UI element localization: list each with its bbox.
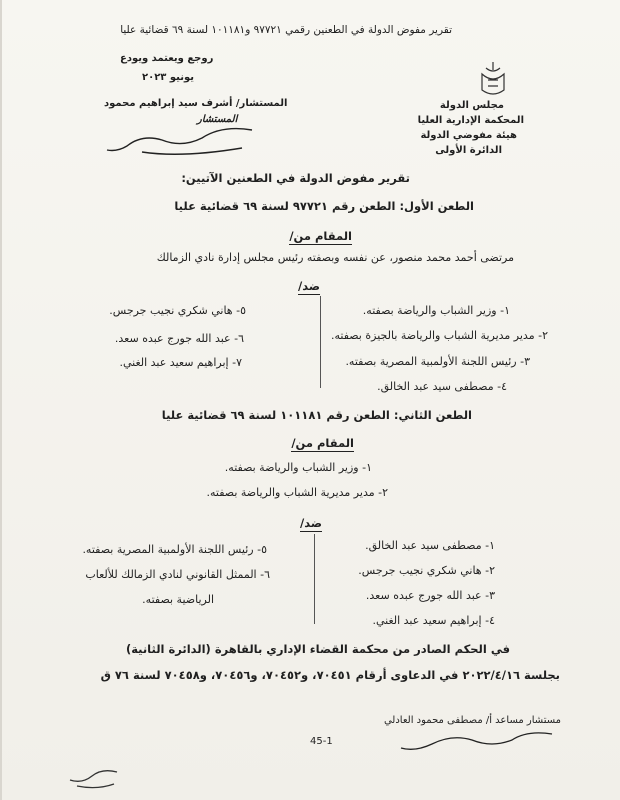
institution-line-1: مجلس الدولة bbox=[439, 100, 504, 111]
review-line: روجع ويعتمد ويودع bbox=[120, 53, 214, 64]
appeal1-respondent-1: ١- وزير الشباب والرياضة بصفته. bbox=[362, 304, 510, 317]
judgment-line-1: في الحكم الصادر من محكمة القضاء الإداري بالقاهرة (الدائرة الثانية) bbox=[125, 642, 510, 656]
signature-3 bbox=[62, 762, 122, 792]
institution-line-3: هيئة مفوضي الدولة bbox=[420, 130, 517, 141]
appeal2-appellant-2: ٢- مدير مديرية الشباب والرياضة بصفته. bbox=[206, 486, 388, 499]
appeal1-respondent-3: ٣- رئيس اللجنة الأولمبية المصرية بصفته. bbox=[345, 355, 530, 368]
appeal2-against: ضد/ bbox=[300, 516, 322, 530]
appeal1-respondent-6: ٦- عبد الله جورج عبده سعد. bbox=[114, 332, 244, 345]
appeal1-respondent-7: ٧- إبراهيم سعيد عبد الغني. bbox=[119, 356, 242, 369]
appeal1-heading: الطعن الأول: الطعن رقم ٩٧٧٢١ لسنة ٦٩ قضائية عليا bbox=[174, 199, 474, 213]
appeal2-respondent-6: ٦- الممثل القانوني لنادي الزمالك للألعاب bbox=[85, 568, 270, 581]
eagle-emblem-icon bbox=[476, 60, 510, 100]
appeal2-filed-by: المقام من/ bbox=[291, 436, 354, 450]
appeal1-against: ضد/ bbox=[298, 279, 320, 293]
appeal2-appellant-1: ١- وزير الشباب والرياضة بصفته. bbox=[224, 461, 372, 474]
appeal1-column-divider bbox=[320, 296, 321, 388]
review-date: يونيو ٢٠٢٣ bbox=[142, 72, 195, 83]
appeal1-respondent-2: ٢- مدير مديرية الشباب والرياضة بالجيزة بصفته. bbox=[330, 329, 548, 342]
report-title: تقرير مفوض الدولة في الطعنين الآتيين: bbox=[181, 171, 410, 185]
appeal1-filed-by: المقام من/ bbox=[289, 229, 352, 243]
appeal2-column-divider bbox=[314, 534, 315, 624]
page-number: 45-1 bbox=[310, 736, 333, 747]
appeal2-respondent-3: ٣- عبد الله جورج عبده سعد. bbox=[365, 589, 495, 602]
signature-title: المستشار bbox=[197, 114, 238, 125]
header-line: تقرير مفوض الدولة في الطعنين رقمي ٩٧٧٢١ و١٠١١٨١ لسنة ٦٩ قضائية عليا bbox=[120, 24, 452, 36]
appeal1-respondent-4: ٤- مصطفى سيد عبد الخالق. bbox=[377, 380, 507, 393]
appeal2-respondent-6-cont: الرياضية بصفته. bbox=[142, 593, 214, 606]
appeal2-heading: الطعن الثاني: الطعن رقم ١٠١١٨١ لسنة ٦٩ قضائية عليا bbox=[161, 408, 472, 422]
signature-1 bbox=[102, 120, 262, 160]
review-counselor: المستشار/ أشرف سيد إبراهيم محمود bbox=[104, 98, 288, 109]
appeal1-respondent-5: ٥- هاني شكري نجيب جرجس. bbox=[109, 304, 246, 317]
appeal1-appellant: مرتضى أحمد محمد منصور، عن نفسه وبصفته رئيس مجلس إدارة نادي الزمالك bbox=[156, 251, 514, 264]
appeal2-respondent-2: ٢- هاني شكري نجيب جرجس. bbox=[358, 564, 495, 577]
signature-2 bbox=[397, 728, 557, 756]
appeal2-respondent-5: ٥- رئيس اللجنة الأولمبية المصرية بصفته. bbox=[82, 543, 267, 556]
appeal2-respondent-4: ٤- إبراهيم سعيد عبد الغني. bbox=[372, 614, 495, 627]
judgment-line-2: بجلسة ٢٠٢٢/٤/١٦ في الدعاوى أرقام ٧٠٤٥١، و٧٠٤٥٢، و٧٠٤٥٦، و٧٠٤٥٨ لسنة ٧٦ ق bbox=[100, 668, 560, 682]
institution-line-4: الدائرة الأولى bbox=[435, 145, 502, 156]
institution-line-2: المحكمة الإدارية العليا bbox=[417, 115, 524, 126]
appeal2-respondent-1: ١- مصطفى سيد عبد الخالق. bbox=[365, 539, 495, 552]
footer-assistant: مستشار مساعد أ/ مصطفى محمود العادلي bbox=[383, 715, 561, 726]
